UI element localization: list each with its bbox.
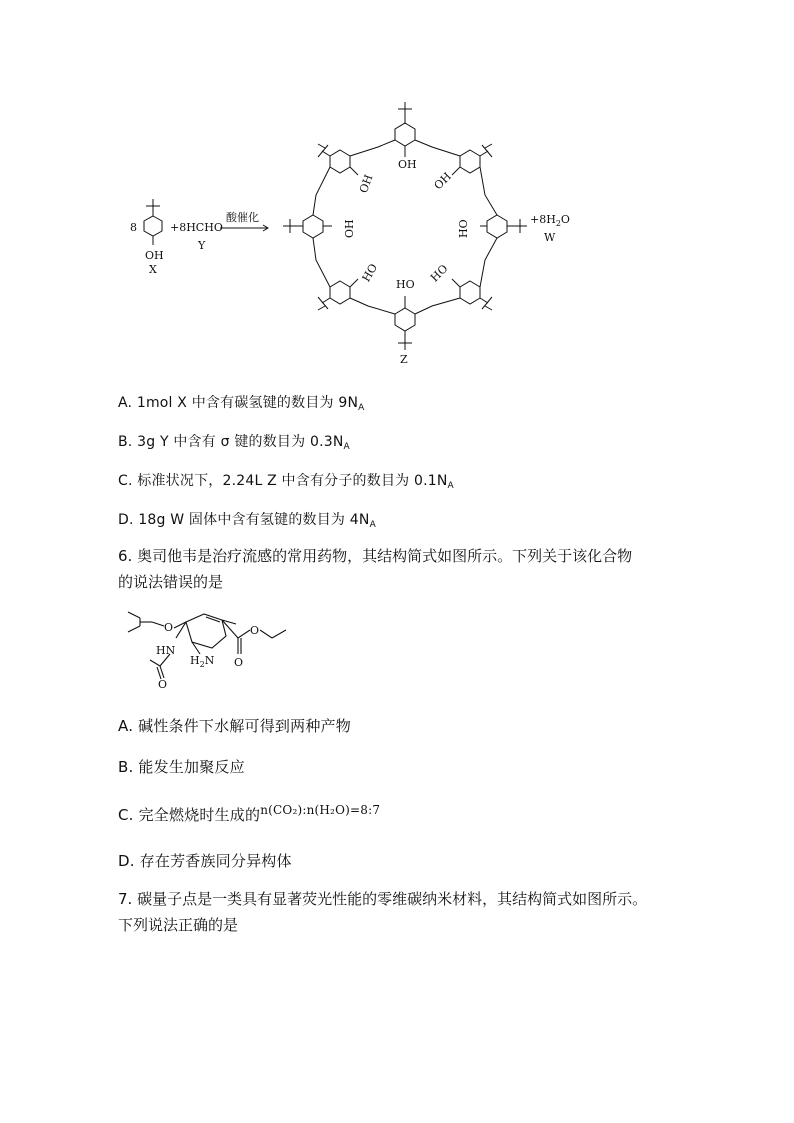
q6-option-c [118,804,380,825]
option-sub: A [369,520,376,530]
label-z: Z [400,353,408,366]
q5-option-b [118,431,350,452]
o-carbonyl: O [234,656,244,669]
option-text: B. 3g Y 中含有 σ 键的数目为 0.3N [118,434,344,450]
q6-option-a: A. 碱性条件下水解可得到两种产物 [118,717,351,735]
coef-8: 8 [130,221,137,234]
label-x: X [149,263,157,276]
option-c-text: C. 完全燃烧时生成的 [118,806,261,824]
ho-bottom: HO [396,278,415,291]
option-sub: A [343,442,350,452]
q6-stem-line1: 6. 奥司他韦是治疗流感的常用药物，其结构简式如图所示。下列关于该化合物 [118,547,633,565]
ho-bl: HO [359,261,381,285]
o-ester: O [250,624,260,637]
hn-group: HN [156,644,176,657]
oh-tl: OH [356,172,376,195]
q6-option-b: B. 能发生加聚反应 [118,758,245,776]
q6-stem [118,543,718,595]
q5-reaction-figure [120,95,590,375]
reagent-hcho: +8HCHO [170,221,223,234]
h2n-group: $H_2N$ [190,654,215,669]
q6-stem-line2: 的说法错误的是 [118,573,224,591]
o-ether: O [164,621,174,634]
option-text: D. 18g W 固体中含有氢键的数目为 4N [118,512,370,528]
q5-option-c [118,470,454,491]
oh-left: OH [343,219,356,238]
ho-br: HO [428,262,451,285]
q7-stem [118,886,738,938]
option-text: C. 标准状况下，2.24L Z 中含有分子的数目为 0.1N [118,473,448,489]
q6-option-d: D. 存在芳香族同分异构体 [118,852,292,870]
x-oh: OH [145,249,164,262]
q5-option-a [118,392,365,413]
option-text: A. 1mol X 中含有碳氢键的数目为 9N [118,395,359,411]
water-product: $+8H_2O$ [530,213,570,228]
catalyst-label: 酸催化 [226,211,259,224]
q5-option-d [118,509,376,530]
oh-tr: OH [431,169,454,193]
option-c-formula: n(CO₂):n(H₂O)=8:7 [260,803,381,817]
q7-stem-line1: 7. 碳量子点是一类具有显著荧光性能的零维碳纳米材料，其结构简式如图所示。 [118,890,648,908]
label-w: W [544,231,556,244]
option-sub: A [358,403,365,413]
ho-right: HO [457,219,470,238]
o-amide: O [158,678,168,690]
oh-top: OH [398,158,417,171]
q7-stem-line2: 下列说法正确的是 [118,916,239,934]
oseltamivir-structure [120,598,320,690]
label-y: Y [198,239,206,252]
option-sub: A [447,481,454,491]
